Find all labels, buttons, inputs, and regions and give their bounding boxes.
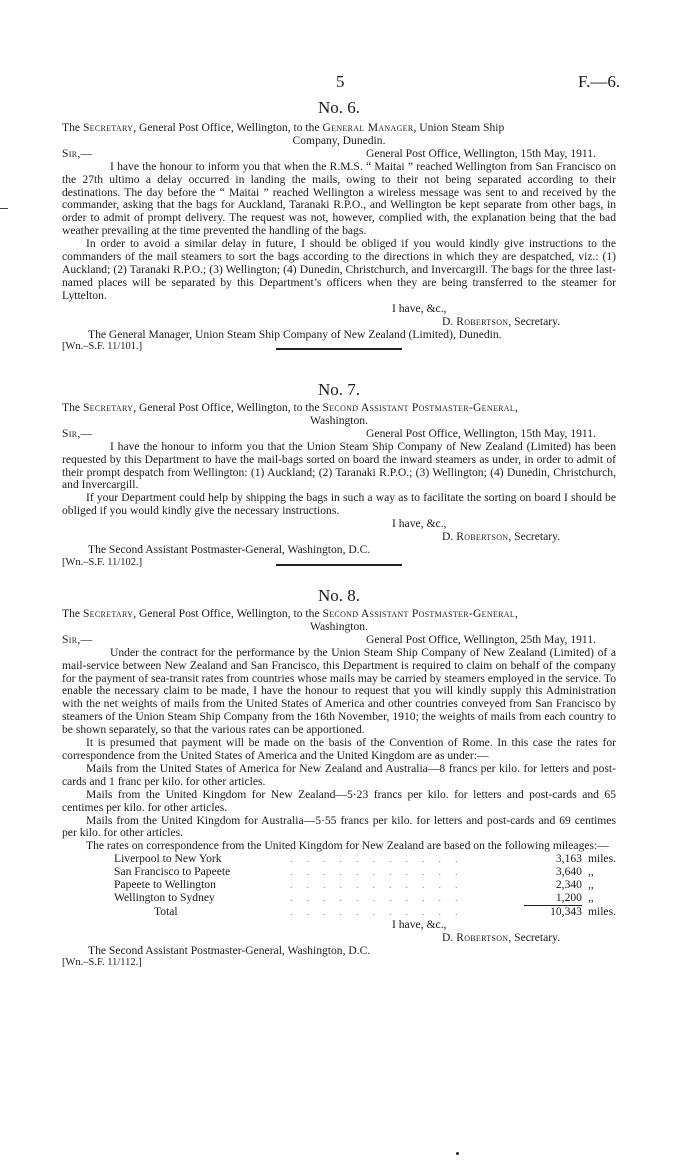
page-number: 5 — [336, 72, 345, 91]
route-unit: ,, — [587, 865, 594, 879]
letter-no-7 — [62, 380, 616, 574]
address-prefix: The — [62, 121, 81, 134]
letter-no-8 — [62, 586, 616, 970]
place-date: General Post Office, Wellington, 15th May, 1911. — [366, 426, 596, 440]
address-to: Second Assistant Postmaster-General — [322, 607, 516, 620]
salutation-line — [62, 428, 616, 441]
closing: I have, &c., — [392, 517, 447, 531]
addressee: The Second Assistant Postmaster-General, Washington, D.C. — [88, 943, 371, 957]
leader-dots: . . . . . . . . . . . — [290, 893, 464, 904]
salutation: Sir,— — [62, 426, 93, 440]
signature — [62, 932, 616, 945]
address-to: Second Assistant Postmaster-General — [322, 401, 516, 414]
letter-number: No. 7. — [317, 380, 361, 399]
leader-dots: . . . . . . . . . . . — [290, 867, 464, 878]
salutation-line — [62, 634, 616, 647]
route-unit: ,, — [587, 878, 594, 892]
stray-mark — [456, 1152, 459, 1155]
section-divider — [276, 564, 402, 566]
address-tail: , — [515, 401, 518, 414]
route-miles: 1,200 — [555, 890, 582, 904]
signature-title: , Secretary. — [508, 314, 561, 328]
paragraph: Mails from the United States of America for New Zealand and Australia—8 francs per kilo. for letters and post-cards and 1 franc per kilo. for other articles. — [62, 761, 616, 788]
route-miles: 3,163 — [555, 852, 582, 866]
letter-address — [62, 122, 616, 135]
letter-number: No. 6. — [317, 98, 361, 117]
address-to: General Manager — [322, 121, 414, 134]
letter-no-6 — [62, 98, 616, 358]
file-reference: [Wn.–S.F. 11/102.] — [62, 556, 143, 568]
place-date: General Post Office, Wellington, 15th May, 1911. — [366, 146, 596, 160]
route-unit: miles. — [587, 852, 616, 866]
table-row-total — [114, 905, 616, 918]
paragraph: Mails from the United Kingdom for New Zealand—5·23 francs per kilo. for letters and post-cards and 65 centimes per kilo. for other articles. — [62, 787, 616, 814]
mileage-table — [114, 853, 616, 919]
paragraph: Under the contract for the performance by the Union Steam Ship Company of New Zealand (Limited) of a mail-service between New Zealand and San Francisco, this Department is required to claim on behalf of the company for the payment of sea-transit rates from countries whose mails may be carried by steamers employed in the service. To enable the necessary claim to be made, I have the honour to request that you will kindly supply this Administration with the net weights of mails from the United States of America and other countries conveyed from San Francisco by steamers of the Union Steam Ship Company from the 16th November, 1910; the weights of mails from each country to be shown separately, so that the various rates can be apportioned. — [62, 645, 616, 737]
address-prefix: The — [62, 607, 81, 620]
address-mid: , General Post Office, Wellington, to the — [133, 607, 320, 620]
signature — [62, 316, 616, 329]
paragraph: The rates on correspondence from the United Kingdom for New Zealand are based on the following mileages:— — [86, 839, 609, 853]
file-reference: [Wn.–S.F. 11/112.] — [62, 957, 142, 969]
route-name: Papeete to Wellington — [114, 878, 216, 892]
addressee: The Second Assistant Postmaster-General, Washington, D.C. — [88, 542, 371, 556]
route-miles: 3,640 — [555, 865, 582, 879]
route-unit: ,, — [587, 891, 594, 905]
table-row — [114, 892, 616, 905]
letter-address — [62, 402, 616, 415]
paragraph: Mails from the United Kingdom for Australia—5·55 francs per kilo. for letters and post-cards and 69 centimes per kilo. for other articles. — [62, 813, 616, 840]
route-name: San Francisco to Papeete — [114, 865, 231, 879]
address-line2: Washington. — [310, 619, 368, 633]
address-from: Secretary — [82, 121, 134, 134]
signature-initial: D. — [442, 314, 454, 328]
address-mid: , General Post Office, Wellington, to the — [133, 401, 320, 414]
total-label: Total — [154, 904, 178, 918]
address-prefix: The — [62, 401, 81, 414]
closing: I have, &c., — [392, 917, 447, 931]
signature-name: Robertson — [456, 930, 509, 944]
route-name: Liverpool to New York — [114, 852, 222, 866]
paragraph: I have the honour to inform you that the Union Steam Ship Company of New Zealand (Limited) has been requested by this Department to have the mail-bags sorted on board the inward steamers as under, in order to admit of their prompt despatch from Wellington: (1) Auckland; (2) Taranaki R.P.O.; (3) Wellington; (4) Dunedin, Christchurch, and Invercargill. — [62, 439, 616, 492]
paragraph: I have the honour to inform you that when the R.M.S. “ Maitai ” reached Wellington from San Francisco on the 27th ultimo a delay occurred in landing the mails, owing to their not being separated according to their destinations. The day before the “ Maitai ” reached Wellington a wireless message was sent to and received by the commander, asking that the bags for Auckland, Taranaki R.P.O., and Wellington be kept separate from other bags, in order to admit of prompt delivery. The request was not, however, complied with, the explanation being that the bad weather prevailing at the time prevented the handling of the bags. — [62, 159, 616, 238]
place-date: General Post Office, Wellington, 25th May, 1911. — [366, 632, 596, 646]
address-from: Secretary — [82, 401, 134, 414]
address-tail: , Union Steam Ship — [413, 121, 505, 134]
letter-address — [62, 608, 616, 621]
signature-name: Robertson — [456, 314, 509, 328]
file-reference: [Wn.–S.F. 11/101.] — [62, 341, 143, 353]
leader-dots: . . . . . . . . . . . — [290, 906, 464, 917]
paper-reference: F.—6. — [578, 72, 621, 91]
address-mid: , General Post Office, Wellington, to the — [133, 121, 320, 134]
signature-initial: D. — [442, 930, 454, 944]
signature-initial: D. — [442, 530, 454, 544]
paragraph: If your Department could help by shipping the bags in such a way as to facilitate the sorting on board I should be obliged if you would kindly give the necessary instructions. — [62, 491, 616, 518]
section-divider — [276, 348, 402, 350]
signature-title: , Secretary. — [508, 530, 561, 544]
total-unit: miles. — [587, 904, 616, 918]
paragraph: It is presumed that payment will be made on the basis of the Convention of Rome. In this case the rates for correspondence from the United States of America and the United Kingdom are as under:— — [62, 736, 616, 762]
address-line2: Washington. — [310, 413, 368, 427]
route-name: Wellington to Sydney — [114, 891, 215, 905]
margin-mark — [0, 208, 8, 209]
letter-number: No. 8. — [317, 586, 361, 605]
signature-title: , Secretary. — [508, 930, 561, 944]
salutation: Sir,— — [62, 632, 93, 646]
leader-dots: . . . . . . . . . . . — [290, 854, 464, 865]
paragraph: In order to avoid a similar delay in future, I should be obliged if you would kindly give instructions to the commanders of the mail steamers to sort the bags according to the directions in which they are despatched, viz.: (1) Auckland; (2) Taranaki R.P.O.; (3) Wellington; (4) Dunedin, Christchurch, and Invercargill. The bags for the three last-named places will be separated by this Department’s officers when they are being transferred to the steamer for Lyttelton. — [62, 237, 616, 302]
salutation-line — [62, 148, 616, 161]
route-miles: 2,340 — [555, 878, 582, 892]
signature-name: Robertson — [456, 530, 509, 544]
leader-dots: . . . . . . . . . . . — [290, 880, 464, 891]
address-line2: Company, Dunedin. — [292, 133, 386, 147]
salutation: Sir,— — [62, 146, 93, 160]
address-from: Secretary — [82, 607, 134, 620]
address-tail: , — [515, 607, 518, 620]
addressee: The General Manager, Union Steam Ship Company of New Zealand (Limited), Dunedin. — [88, 327, 502, 341]
closing: I have, &c., — [392, 301, 447, 315]
total-miles: 10,343 — [524, 905, 582, 918]
table-row — [114, 879, 616, 892]
